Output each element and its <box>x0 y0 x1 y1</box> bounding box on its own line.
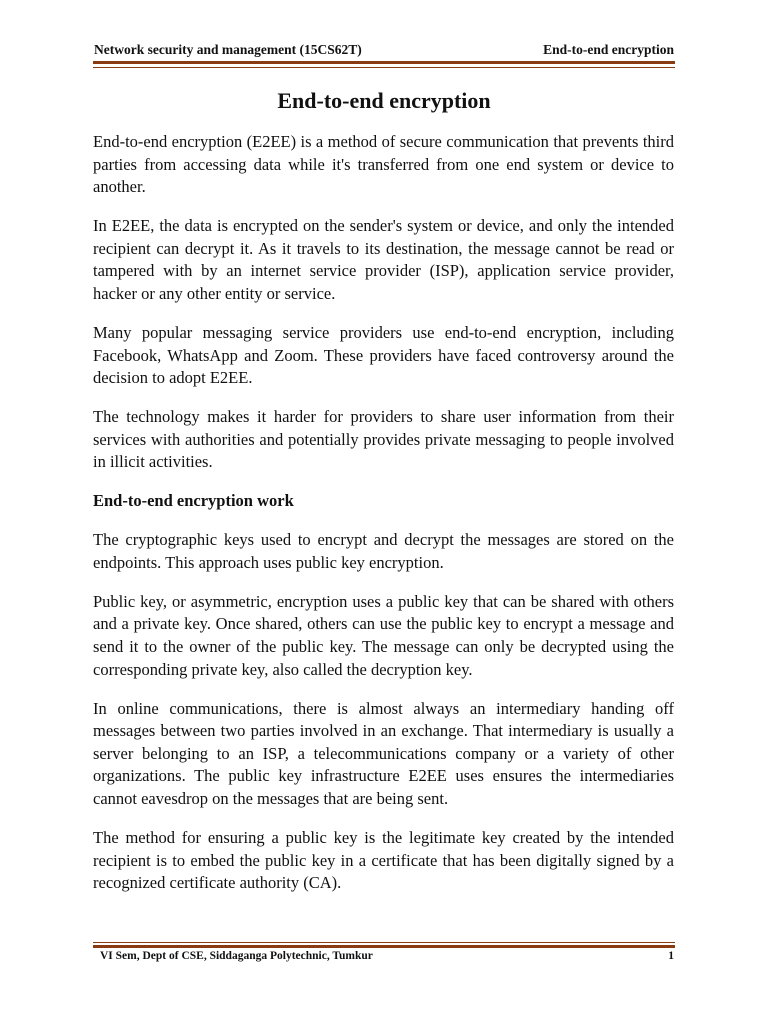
header-topic: End-to-end encryption <box>543 42 674 57</box>
header-course: Network security and management (15CS62T) <box>94 42 362 57</box>
paragraph: The technology makes it harder for providers to share user information from their services with authorities and potentially provides private messaging to people involved in illicit activities. <box>93 407 674 472</box>
footer-institution: VI Sem, Dept of CSE, Siddaganga Polytechnic, Tumkur <box>100 950 373 962</box>
document-body <box>93 131 674 911</box>
header-rule-thick <box>93 61 675 64</box>
paragraph: In online communications, there is almost always an intermediary handing off messages between two parties involved in an exchange. That intermediary is usually a server belonging to an ISP, a telecommunications company or a variety of other organizations. The public key infrastructure E2EE uses ensures the intermediaries cannot eavesdrop on the messages that are being sent. <box>93 698 674 808</box>
paragraph: The method for ensuring a public key is the legitimate key created by the intended recipient is to embed the public key in a certificate that has been digitally signed by a recognized certificate authority (CA). <box>93 827 674 893</box>
footer-rule-thin <box>93 942 675 943</box>
page-header <box>94 42 674 62</box>
paragraph: The cryptographic keys used to encrypt and decrypt the messages are stored on the endpoints. This approach uses public key encryption. <box>93 530 674 572</box>
section-heading: End-to-end encryption work <box>93 491 294 511</box>
footer-page-number: 1 <box>668 950 674 962</box>
paragraph: Public key, or asymmetric, encryption uses a public key that can be shared with others and a private key. Once shared, others can use the public key to encrypt a message and send it to the owner of the public key. The message can only be decrypted using the corresponding private key, also called the decryption key. <box>93 591 674 679</box>
page-title: End-to-end encryption <box>277 88 491 113</box>
paragraph: Many popular messaging service providers use end-to-end encryption, including Facebook, WhatsApp and Zoom. These providers have faced controversy around the decision to adopt E2EE. <box>93 322 674 388</box>
header-rule-thin <box>93 67 675 68</box>
paragraph: End-to-end encryption (E2EE) is a method of secure communication that prevents third parties from accessing data while it's transferred from one end system or device to another. <box>93 132 674 197</box>
footer-rule-thick <box>93 945 675 948</box>
paragraph: In E2EE, the data is encrypted on the sender's system or device, and only the intended recipient can decrypt it. As it travels to its destination, the message cannot be read or tampered with by an internet service provider (ISP), application service provider, hacker or any other entity or service. <box>93 216 674 303</box>
